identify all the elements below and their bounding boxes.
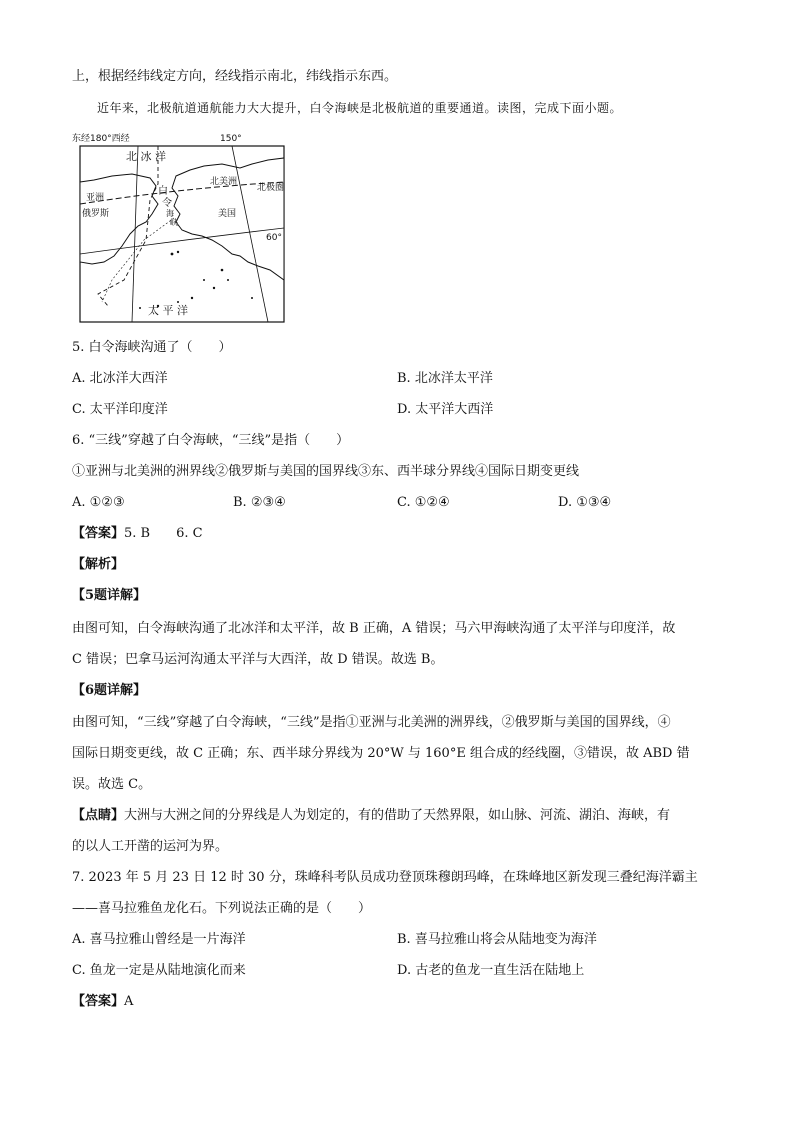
- q7-line2: ——喜马拉雅鱼龙化石。下列说法正确的是（ ）: [72, 901, 372, 916]
- answer-2: [72, 993, 133, 1011]
- bering-strait-map: [72, 130, 294, 324]
- answer-2-tag: 【答案】: [72, 994, 125, 1009]
- q5-option-a: A. 北冰洋大西洋: [72, 371, 168, 386]
- map-label-lat: 60°: [266, 233, 282, 243]
- q7-option-c: C. 鱼龙一定是从陆地演化而来: [72, 963, 246, 978]
- q5-option-d: D. 太平洋大西洋: [397, 402, 494, 417]
- map-label-russia: 俄罗斯: [82, 209, 110, 219]
- map-labels: [72, 130, 294, 324]
- q6-text: 6. “三线”穿越了白令海峡，“三线”是指（ ）: [72, 433, 350, 448]
- q5-option-b: B. 北冰洋太平洋: [397, 371, 493, 386]
- tip-tag: 【点睛】: [72, 808, 125, 823]
- q6-option-a: A. ①②③: [72, 495, 125, 510]
- q7-line1: 7. 2023 年 5 月 23 日 12 时 30 分，珠峰科考队员成功登顶珠穆朗玛峰，在珠峰地区新发现三叠纪海洋霸主: [72, 870, 698, 885]
- map-label-pacific-ocean: 太 平 洋: [148, 304, 188, 317]
- map-label-arctic-circle: 北极圈: [256, 183, 284, 193]
- q6-detail-line2: 国际日期变更线，故 C 正确；东、西半球分界线为 20°W 与 160°E 组合成的经线圈，③错误，故 ABD 错: [72, 746, 690, 761]
- q5-text: 5. 白令海峡沟通了（ ）: [72, 340, 232, 355]
- answer-1: [72, 525, 203, 543]
- q7-option-a: A. 喜马拉雅山曾经是一片海洋: [72, 932, 246, 947]
- intro-line: 上，根据经纬线定方向，经线指示南北，纬线指示东西。: [72, 69, 398, 84]
- map-label-arctic-ocean: 北 冰 洋: [126, 150, 166, 163]
- q5-detail-line1: 由图可知，白令海峡沟通了北冰洋和太平洋，故 B 正确，A 错误；马六甲海峡沟通了太平洋与印度洋，故: [72, 621, 676, 636]
- q5-option-c: C. 太平洋印度洋: [72, 402, 168, 417]
- map-label-asia: 亚洲: [86, 193, 105, 203]
- analysis-tag: 【解析】: [72, 557, 125, 572]
- q6-detail-tag: 【6题详解】: [72, 683, 147, 698]
- q7-option-d: D. 古老的鱼龙一直生活在陆地上: [397, 963, 585, 978]
- answer-2-text: A: [124, 994, 134, 1009]
- map-label-strait-1: 白: [158, 186, 168, 197]
- q7-option-b: B. 喜马拉雅山将会从陆地变为海洋: [397, 932, 597, 947]
- map-label-usa: 美国: [218, 209, 237, 219]
- answer-1-tag: 【答案】: [72, 526, 125, 541]
- map-label-north-america: 北美洲: [210, 177, 238, 187]
- q6-detail-line3: 误。故选 C。: [72, 777, 152, 792]
- tip-text-1: 大洲与大洲之间的分界线是人为划定的，有的借助了天然界限，如山脉、河流、湖泊、海峡，有: [124, 808, 671, 823]
- map-label-lon: 150°: [220, 134, 242, 144]
- q5-detail-tag: 【5题详解】: [72, 588, 147, 603]
- map-label-top-left: 东经180°西经: [72, 134, 130, 144]
- q5-detail-line2: C 错误；巴拿马运河沟通太平洋与大西洋，故 D 错误。故选 B。: [72, 652, 444, 667]
- tip-line2: 的以人工开凿的运河为界。: [72, 839, 229, 854]
- tip-line1: [72, 807, 670, 825]
- map-label-strait-4: 峡: [170, 218, 178, 227]
- q6-detail-line1: 由图可知，“三线”穿越了白令海峡，“三线”是指①亚洲与北美洲的洲界线，②俄罗斯与美国的国界线，④: [72, 715, 671, 730]
- q6-option-d: D. ①③④: [558, 495, 612, 510]
- q6-statements: ①亚洲与北美洲的洲界线②俄罗斯与美国的国界线③东、西半球分界线④国际日期变更线: [72, 464, 580, 479]
- q6-option-b: B. ②③④: [233, 495, 286, 510]
- q6-option-c: C. ①②④: [397, 495, 450, 510]
- map-label-strait-2: 令: [162, 198, 172, 209]
- answer-1-text: 5. B 6. C: [124, 526, 203, 541]
- question-stem: 近年来，北极航道通航能力大大提升，白令海峡是北极航道的重要通道。读图，完成下面小题。: [97, 101, 623, 115]
- map-label-strait-3: 海: [166, 209, 174, 218]
